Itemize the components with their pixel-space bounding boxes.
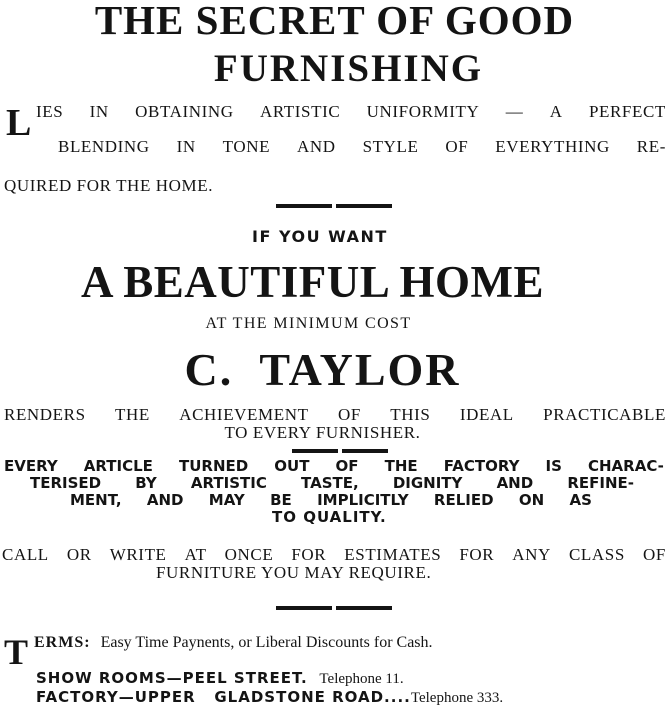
showrooms-line: [36, 669, 404, 688]
word: IMPLICITLY: [317, 491, 409, 509]
word: PERFECT: [588, 102, 666, 121]
terms-line: [34, 634, 433, 652]
word: OBTAINING: [135, 102, 234, 121]
word: ONCE: [224, 545, 274, 564]
word: FOR: [291, 545, 327, 564]
word: DIGNITY: [392, 474, 463, 492]
word: ARTISTIC: [190, 474, 267, 492]
divider-1: [276, 204, 392, 208]
word: RENDERS: [4, 405, 86, 424]
word: IN: [176, 137, 196, 156]
showrooms-label: SHOW ROOMS—PEEL STREET.: [36, 669, 308, 687]
word: TURNED: [178, 457, 249, 475]
word: PRACTICABLE: [543, 405, 666, 424]
headline-line-2: FURNISHING: [213, 47, 484, 90]
divider-2: [292, 449, 388, 453]
word: CHARAC-: [588, 457, 664, 475]
word: AND: [146, 491, 184, 509]
word: A: [549, 102, 563, 121]
call-line-1: [2, 545, 666, 565]
word: EVERY: [4, 457, 58, 475]
quality-line-1: [4, 457, 664, 475]
word: RELIED: [433, 491, 494, 509]
word: IDEAL: [459, 405, 514, 424]
word: FACTORY: [443, 457, 520, 475]
word: TERISED: [30, 474, 102, 492]
word: —: [505, 102, 524, 121]
quality-line-4: TO QUALITY.: [272, 508, 387, 526]
word: OR: [66, 545, 92, 564]
divider-3: [276, 606, 392, 610]
word: IN: [89, 102, 109, 121]
renders-line-2: TO EVERY FURNISHER.: [224, 423, 421, 442]
word: FOR: [459, 545, 495, 564]
intro-dropcap: L: [6, 102, 32, 144]
word: OF: [335, 457, 359, 475]
factory-line: [36, 688, 503, 707]
intro-line-1: [36, 102, 666, 122]
brand-name: C. TAYLOR: [184, 344, 461, 395]
word: IES: [36, 102, 64, 121]
word: BY: [135, 474, 157, 492]
word: MAY: [208, 491, 245, 509]
word: RE-: [636, 137, 666, 156]
word: THE: [384, 457, 418, 475]
word: AND: [297, 137, 336, 156]
word: EVERYTHING: [495, 137, 610, 156]
word: TASTE,: [301, 474, 359, 492]
word: ARTISTIC: [260, 102, 341, 121]
quality-line-3: [70, 491, 592, 509]
word: AND: [496, 474, 534, 492]
showrooms-phone: Telephone 11.: [319, 671, 404, 687]
intro-line-2: [58, 137, 666, 157]
word: CALL: [2, 545, 49, 564]
want-subline: AT THE MINIMUM COST: [205, 315, 412, 332]
word: AS: [569, 491, 592, 509]
factory-label: FACTORY—UPPER GLADSTONE ROAD....: [36, 688, 411, 706]
intro-line-3: QUIRED FOR THE HOME.: [4, 176, 214, 195]
word: CLASS: [568, 545, 625, 564]
word: ARTICLE: [83, 457, 153, 475]
word: ACHIEVEMENT: [179, 405, 309, 424]
terms-text: Easy Time Paynents, or Liberal Discounts for Cash.: [100, 634, 433, 651]
call-line-2: FURNITURE YOU MAY REQUIRE.: [156, 563, 432, 582]
word: OF: [337, 405, 361, 424]
word: STYLE: [362, 137, 419, 156]
word: ON: [518, 491, 545, 509]
word: REFINE-: [567, 474, 634, 492]
word: ESTIMATES: [344, 545, 442, 564]
factory-phone: Telephone 333.: [410, 690, 504, 706]
headline-line-1: THE SECRET OF GOOD: [94, 0, 575, 43]
word: TONE: [222, 137, 271, 156]
word: THE: [115, 405, 150, 424]
renders-line-1: [4, 405, 666, 425]
word: BE: [270, 491, 292, 509]
word: WRITE: [109, 545, 167, 564]
want-lead: IF YOU WANT: [252, 227, 388, 246]
word: OF: [445, 137, 469, 156]
terms-dropcap: T: [4, 632, 29, 672]
want-headline: A BEAUTIFUL HOME: [80, 257, 545, 307]
word: BLENDING: [58, 137, 150, 156]
word: IS: [545, 457, 562, 475]
word: OF: [642, 545, 666, 564]
word: MENT,: [70, 491, 122, 509]
word: UNIFORMITY: [366, 102, 480, 121]
word: OUT: [274, 457, 310, 475]
word: THIS: [390, 405, 431, 424]
quality-line-2: [30, 474, 634, 492]
terms-label: ERMS:: [34, 634, 91, 651]
word: AT: [184, 545, 207, 564]
word: ANY: [512, 545, 551, 564]
